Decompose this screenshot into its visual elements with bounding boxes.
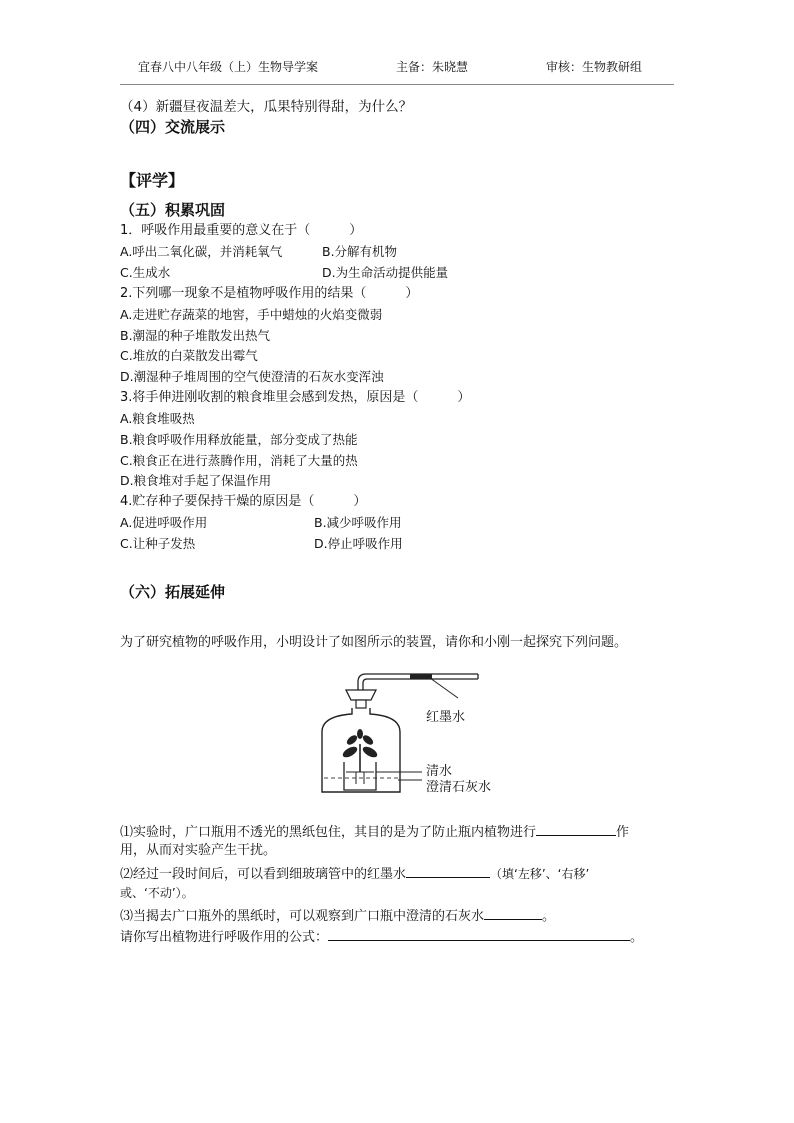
- section-6-title: （六）拓展延伸: [120, 583, 226, 601]
- q4-option-d: D.停止呼吸作用: [314, 536, 403, 551]
- exp-q1-text-b: 作: [616, 825, 630, 840]
- q3-option-b: B.粮食呼吸作用释放能量，部分变成了热能: [120, 432, 358, 447]
- label-clear-water: 清水: [426, 764, 453, 779]
- q2-option-b: B.潮湿的种子堆散发出热气: [120, 328, 271, 343]
- header-school: 宜春八中八年级（上）生物导学案: [138, 60, 319, 74]
- header-review: 审核：生物教研组: [546, 60, 643, 74]
- section-5-title: （五）积累巩固: [120, 201, 226, 219]
- exp-q1-line2: 用，从而对实验产生干扰。: [120, 843, 277, 858]
- q4-option-c: C.让种子发热: [120, 536, 196, 551]
- label-limewater: 澄清石灰水: [426, 780, 492, 795]
- q3-stem: 3.将手伸进刚收割的粮食堆里会感到发热，原因是（ ）: [120, 390, 471, 405]
- q4-option-a: A.促进呼吸作用: [120, 515, 208, 530]
- exp-q2-blank[interactable]: [406, 863, 490, 878]
- exp-q4-text-b: 。: [630, 930, 644, 945]
- q2-option-d: D.潮湿种子堆周围的空气使澄清的石灰水变浑浊: [120, 369, 384, 384]
- exp-q2-line1: [120, 863, 589, 884]
- exp-q3-blank[interactable]: [484, 905, 542, 920]
- exp-q4-text-a: 请你写出植物进行呼吸作用的公式：: [120, 930, 329, 945]
- exp-q3-line: [120, 905, 555, 926]
- exp-q2-text-a: ⑵经过一段时间后，可以看到细玻璃管中的红墨水: [120, 867, 407, 882]
- q1-option-d: D.为生命活动提供能量: [322, 265, 449, 280]
- q3-option-a: A.粮食堆吸热: [120, 411, 195, 426]
- apparatus-figure: [318, 668, 518, 802]
- q3-option-d: D.粮食堆对手起了保温作用: [120, 473, 272, 488]
- q2-option-a: A.走进贮存蔬菜的地窖，手中蜡烛的火焰变微弱: [120, 307, 383, 322]
- q3-option-c: C.粮食正在进行蒸腾作用，消耗了大量的热: [120, 453, 358, 468]
- q1-option-c: C.生成水: [120, 265, 171, 280]
- exp-q4-line: [120, 926, 643, 947]
- section-4-title: （四）交流展示: [120, 118, 226, 136]
- exp-q3-text-b: 。: [542, 909, 556, 924]
- exp-q1-line1: [120, 821, 629, 842]
- q2-option-c: C.堆放的白菜散发出霉气: [120, 348, 258, 363]
- exp-q1-blank[interactable]: [536, 821, 616, 836]
- q1-option-b: B.分解有机物: [322, 244, 398, 259]
- exp-q2-line2: 或、‘不动’）。: [120, 886, 194, 900]
- question-4-text: （4）新疆昼夜温差大，瓜果特别得甜，为什么？: [120, 99, 413, 115]
- header-divider: [120, 84, 674, 85]
- exp-q1-text-a: ⑴实验时，广口瓶用不透光的黑纸包住，其目的是为了防止瓶内植物进行: [120, 825, 537, 840]
- q1-stem: 1．呼吸作用最重要的意义在于（ ）: [120, 223, 363, 238]
- formula-blank[interactable]: [328, 926, 630, 941]
- header-author: 主备：朱晓慧: [396, 60, 469, 74]
- evaluate-heading: 【评学】: [120, 171, 185, 190]
- q1-option-a: A.呼出二氧化碳，并消耗氧气: [120, 244, 283, 259]
- label-red-ink: 红墨水: [426, 710, 466, 725]
- exp-q2-text-b: （填‘左移’、‘右移’: [490, 867, 590, 881]
- experiment-intro: 为了研究植物的呼吸作用，小明设计了如图所示的装置，请你和小刚一起探究下列问题。: [120, 635, 628, 650]
- q4-stem: 4.贮存种子要保持干燥的原因是（ ）: [120, 494, 367, 509]
- q2-stem: 2.下列哪一现象不是植物呼吸作用的结果（ ）: [120, 286, 419, 301]
- q4-option-b: B.减少呼吸作用: [314, 515, 402, 530]
- exp-q3-text-a: ⑶当揭去广口瓶外的黑纸时，可以观察到广口瓶中澄清的石灰水: [120, 909, 485, 924]
